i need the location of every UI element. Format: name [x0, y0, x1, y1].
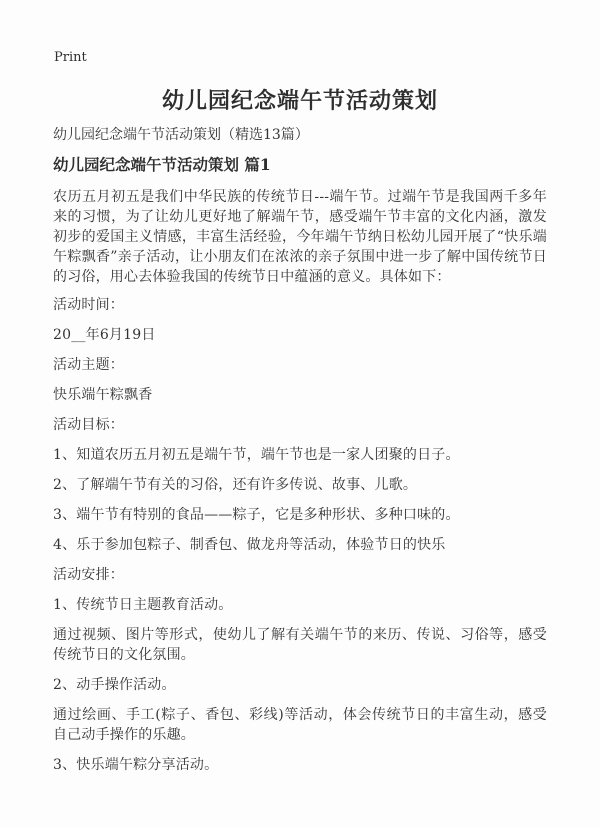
- print-link[interactable]: Print: [54, 50, 87, 65]
- paragraph-activity-date: 20__年6月19日: [53, 327, 156, 343]
- paragraph-plan-2-detail: 通过绘画、手工(粽子、香包、彩线)等活动，体会传统节日的丰富生动，感受自己动手操作的乐趣。: [53, 707, 547, 743]
- paragraph-activity-theme-label: 活动主题：: [53, 357, 124, 373]
- paragraph-activity-time-label: 活动时间：: [53, 297, 124, 313]
- paragraph-activity-plan-label: 活动安排：: [53, 567, 124, 583]
- paragraph-goal-4: 4、乐于参加包粽子、制香包、做龙舟等活动，体验节日的快乐: [53, 537, 446, 553]
- paragraph-plan-1: 1、传统节日主题教育活动。: [53, 597, 233, 613]
- paragraph-activity-theme: 快乐端午粽飘香: [53, 387, 153, 403]
- paragraph-goal-1: 1、知道农历五月初五是端午节，端午节也是一家人团聚的日子。: [53, 447, 460, 463]
- paragraph-plan-1-detail: 通过视频、图片等形式，使幼儿了解有关端午节的来历、传说、习俗等，感受传统节日的文化氛围。: [53, 627, 547, 663]
- paragraph-goal-3: 3、端午节有特别的食品——粽子，它是多种形状、多种口味的。: [53, 507, 460, 523]
- paragraph-plan-3: 3、快乐端午粽分享活动。: [53, 757, 219, 773]
- paragraph-plan-2: 2、动手操作活动。: [53, 677, 176, 693]
- paragraph-goal-2: 2、了解端午节有关的习俗，还有许多传说、故事、儿歌。: [53, 477, 418, 493]
- paragraph-intro: 农历五月初五是我们中华民族的传统节日---端午节。过端午节是我国两千多年来的习惯，为了让幼儿更好地了解端午节，感受端午节丰富的文化内涵，激发初步的爱国主义情感，丰富生活经验，今年端午节纳日松幼儿园开展了“快乐端午粽飘香”亲子活动，让小朋友们在浓浓的亲子氛围中进一步了解中国传统节日的习俗，用心去体验我国的传统节日中蕴涵的意义。具体如下：: [53, 189, 547, 285]
- document-title: 幼儿园纪念端午节活动策划: [161, 88, 438, 114]
- paragraph-activity-goals-label: 活动目标：: [53, 417, 124, 433]
- section-heading: 幼儿园纪念端午节活动策划 篇1: [53, 155, 271, 174]
- document-subtitle: 幼儿园纪念端午节活动策划（精选13篇）: [53, 127, 309, 143]
